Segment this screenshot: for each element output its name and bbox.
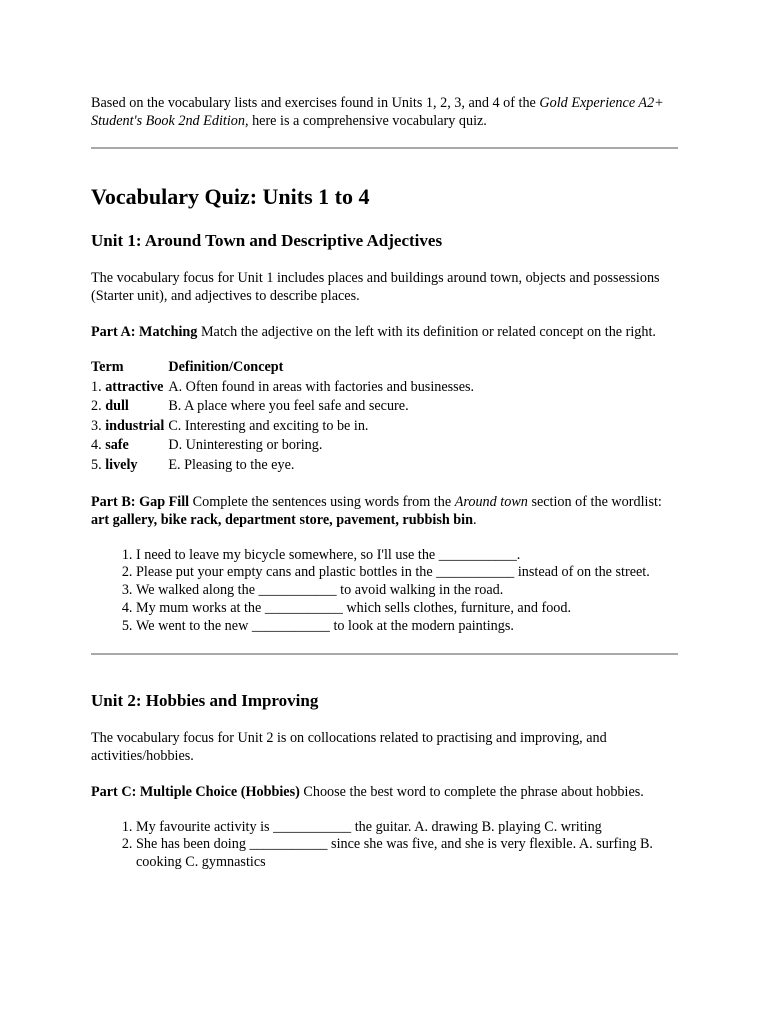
table-row — [91, 378, 474, 398]
table-row — [91, 456, 474, 476]
term-number: 5. — [91, 456, 106, 473]
partC-list — [91, 819, 681, 872]
col-term-header: Term — [91, 359, 124, 375]
unit1-focus: The vocabulary focus for Unit 1 includes places and buildings around town, objects and possessions (Starter unit), and adjectives to describe places. — [91, 270, 660, 304]
definition-cell: A. Often found in areas with factories and businesses. — [168, 378, 475, 395]
partB-section-name: Around town — [454, 493, 528, 510]
term-cell — [91, 378, 168, 398]
list-item: 2. She has been doing ___________ since she was five, and she is very flexible. A. surfing B. cooking C. gymnastics — [136, 836, 681, 872]
unit2-focus: The vocabulary focus for Unit 2 is on collocations related to practising and improving, and activities/hobbies. — [91, 729, 607, 764]
list-item: 1. I need to leave my bicycle somewhere, so I'll use the ___________. — [136, 547, 681, 565]
definition-cell: E. Pleasing to the eye. — [168, 456, 295, 473]
partC-instructions — [91, 783, 681, 801]
partC-text: Choose the best word to complete the phrase about hobbies. — [299, 783, 644, 800]
partB-text-end: . — [473, 511, 477, 528]
term-cell — [91, 397, 168, 417]
intro-paragraph — [91, 94, 681, 130]
matching-table — [91, 358, 474, 476]
quiz-title: Vocabulary Quiz: Units 1 to 4 — [91, 184, 370, 209]
document-content — [91, 94, 681, 872]
partC-label: Part C: Multiple Choice (Hobbies) — [91, 783, 300, 800]
term-word: safe — [105, 437, 129, 454]
divider — [91, 147, 678, 149]
term-word: lively — [105, 456, 138, 473]
table-row — [91, 417, 474, 437]
list-item: 3. We walked along the ___________ to avoid walking in the road. — [136, 582, 681, 600]
term-number: 4. — [91, 437, 106, 454]
unit2-heading: Unit 2: Hobbies and Improving — [91, 690, 319, 710]
partB-text-2: section of the wordlist: — [527, 493, 662, 510]
intro-text-end: , here is a comprehensive vocabulary quiz. — [244, 113, 487, 129]
partA-label: Part A: Matching — [91, 324, 198, 340]
table-row — [91, 436, 474, 456]
definition-cell: B. A place where you feel safe and secure. — [168, 398, 409, 415]
term-cell — [91, 417, 168, 437]
list-item: 5. We went to the new ___________ to look at the modern paintings. — [136, 618, 681, 636]
table-header-row — [91, 358, 474, 378]
table-row — [91, 397, 474, 417]
divider — [91, 653, 678, 655]
term-word: attractive — [105, 378, 164, 395]
term-cell — [91, 436, 168, 456]
partB-instructions — [91, 493, 681, 529]
list-item: 1. My favourite activity is ___________ the guitar. A. drawing B. playing C. writing — [136, 819, 681, 837]
term-number: 1. — [91, 378, 106, 395]
partA-instructions — [91, 323, 681, 341]
term-word: industrial — [105, 417, 165, 434]
book-title: Gold Experience A2+ Student's Book 2nd Edition — [91, 95, 664, 129]
partB-text: Complete the sentences using words from the — [189, 493, 455, 510]
list-item: 2. Please put your empty cans and plastic bottles in the ___________ instead of on the street. — [136, 564, 681, 582]
definition-cell: D. Uninteresting or boring. — [168, 437, 323, 454]
partB-label: Part B: Gap Fill — [91, 493, 190, 510]
list-item: 4. My mum works at the ___________ which sells clothes, furniture, and food. — [136, 600, 681, 618]
unit1-heading: Unit 1: Around Town and Descriptive Adjectives — [91, 231, 443, 250]
term-number: 2. — [91, 398, 106, 415]
partA-text: Match the adjective on the left with its definition or related concept on the right. — [197, 324, 656, 340]
term-cell — [91, 456, 168, 476]
col-def-header: Definition/Concept — [168, 359, 284, 375]
partB-list — [91, 547, 681, 636]
partB-wordlist: art gallery, bike rack, department store, pavement, rubbish bin — [91, 511, 474, 528]
term-word: dull — [105, 398, 129, 415]
term-number: 3. — [91, 417, 106, 434]
intro-text: Based on the vocabulary lists and exercises found in Units 1, 2, 3, and 4 of the — [91, 95, 540, 111]
definition-cell: C. Interesting and exciting to be in. — [168, 417, 369, 434]
